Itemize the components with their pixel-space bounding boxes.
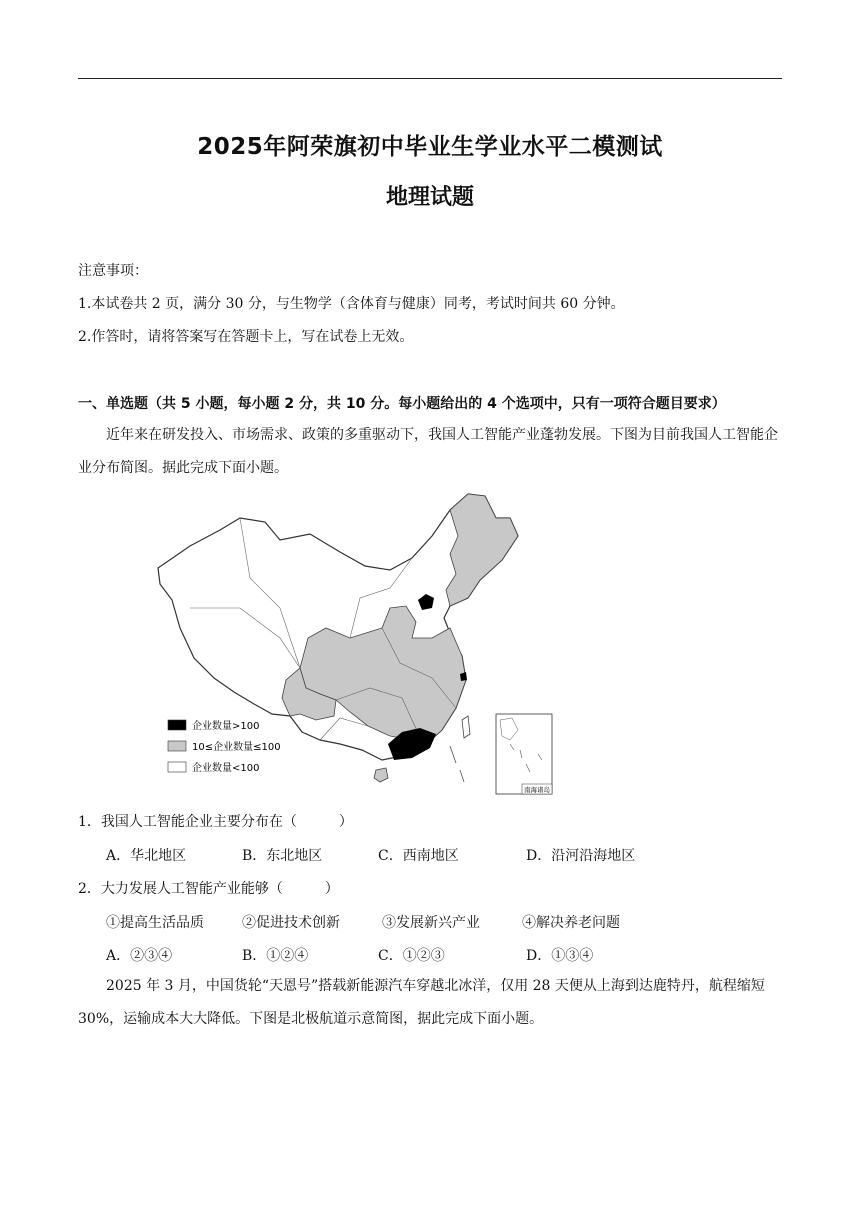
taiwan-island (462, 716, 470, 738)
q1-option-d[interactable]: D．沿河沿海地区 (526, 848, 636, 864)
legend-label-mid: 10≤企业数量≤100 (192, 742, 281, 753)
legend-label-low: 企业数量<100 (192, 763, 260, 774)
passage-1: 近年来在研发投入、市场需求、政策的多重驱动下，我国人工智能产业蓬勃发展。下图为目前我国人工智能企业分布简图。据此完成下面小题。 (78, 427, 778, 476)
inset-label: 南海诸岛 (524, 786, 550, 794)
question-2-stem: 2．大力发展人工智能产业能够（ ） (78, 881, 339, 897)
legend-swatch-high (168, 720, 186, 730)
hainan-island (374, 768, 388, 782)
legend-label-high: 企业数量>100 (192, 721, 260, 732)
q2-option-a[interactable]: A．②③④ (106, 948, 173, 964)
exam-subtitle: 地理试题 (385, 185, 474, 210)
notice-heading: 注意事项： (78, 263, 148, 279)
legend-swatch-mid (168, 741, 186, 751)
q2-option-b[interactable]: B．①②④ (242, 948, 309, 964)
notice-item-1: 1.本试卷共 2 页，满分 30 分，与生物学（含体育与健康）同考，考试时间共 60 分钟。 (78, 296, 625, 312)
q2-statement-4: ④解决养老问题 (522, 915, 620, 931)
question-1-stem: 1．我国人工智能企业主要分布在（ ） (78, 814, 353, 830)
q1-option-c[interactable]: C．西南地区 (378, 848, 459, 864)
q2-option-d[interactable]: D．①③④ (526, 948, 594, 964)
q2-statement-1: ①提高生活品质 (106, 915, 204, 931)
passage-2: 2025 年 3 月，中国货轮“天恩号”搭载新能源汽车穿越北冰洋，仅用 28 天便从上海到达鹿特丹，航程缩短 30%，运输成本大大降低。下图是北极航道示意简图，据此完成下面小题。 (78, 978, 765, 1027)
legend-swatch-low (168, 762, 186, 772)
northeast-region (446, 494, 518, 606)
q1-option-b[interactable]: B．东北地区 (242, 848, 323, 864)
ai-enterprise-distribution-map (150, 488, 560, 800)
q2-statement-2: ②促进技术创新 (242, 915, 340, 931)
q2-option-c[interactable]: C．①②③ (378, 948, 445, 964)
top-rule (78, 78, 782, 79)
section-heading: 一、单选题（共 5 小题，每小题 2 分，共 10 分。每小题给出的 4 个选项中，只有一项符合题目要求） (78, 396, 726, 412)
q1-option-a[interactable]: A．华北地区 (106, 848, 187, 864)
notice-item-2: 2.作答时，请将答案写在答题卡上，写在试卷上无效。 (78, 329, 414, 345)
exam-title: 2025年阿荣旗初中毕业生学业水平二模测试 (197, 134, 663, 160)
q2-statement-3: ③发展新兴产业 (382, 915, 480, 931)
